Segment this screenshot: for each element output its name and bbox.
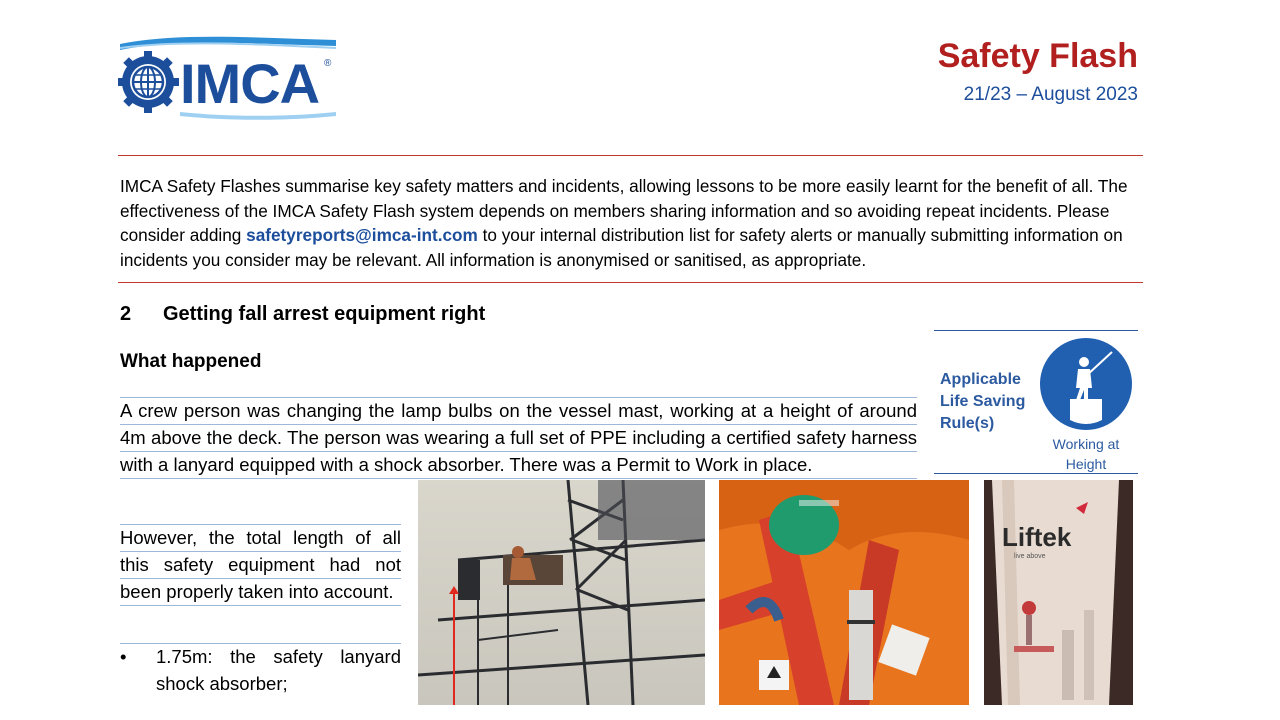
paragraph-incident bbox=[120, 397, 917, 478]
liftek-brand-text: Liftek bbox=[1002, 522, 1072, 552]
paragraph-incident-text: A crew person was changing the lamp bulbs on the vessel mast, working at a height of around 4m above the deck. The person was wearing a full set of PPE including a certified safety harness with a lanyard equipped with a shock absorber. There was a Permit to Work in place. bbox=[120, 400, 917, 475]
bullet-item: 1.75m: the safety lanyard shock absorber; bbox=[156, 646, 401, 694]
intro-text-1: IMCA Safety Flashes summarise key safety matters and incidents, allowing lessons to be more easily learnt for the benefit of all. The effectiveness of the IMCA Safety Flash system depends on members sharing information and so avoiding repeat incidents. Please consider adding bbox=[120, 176, 1128, 245]
harness-photo-graphic bbox=[719, 480, 969, 705]
photo-mast bbox=[418, 480, 705, 705]
intro-paragraph bbox=[120, 174, 1145, 272]
intro-text-2: to your internal distribution list for safety alerts or manually submitting information on incidents you consider may be relevant. All information is anonymised or sanitised, as appropriate. bbox=[120, 225, 1123, 270]
text-guide-line bbox=[120, 578, 401, 579]
text-guide-line bbox=[120, 605, 401, 606]
section-title: Getting fall arrest equipment right bbox=[163, 303, 486, 325]
text-guide-line bbox=[120, 451, 917, 452]
divider-bottom bbox=[118, 282, 1143, 283]
mast-photo-graphic bbox=[418, 480, 705, 705]
issue-date: 21/23 – August 2023 bbox=[963, 84, 1138, 105]
text-guide-line bbox=[120, 397, 917, 398]
lsr-caption: Working at Height bbox=[1052, 436, 1120, 472]
lsr-label-line: Life Saving bbox=[940, 393, 1026, 410]
lsr-label-line: Applicable bbox=[940, 371, 1021, 388]
life-saving-rule-box bbox=[934, 330, 1138, 474]
working-at-height-icon bbox=[1040, 338, 1132, 430]
paragraph-equipment-length-text: However, the total length of all this safety equipment had not been properly taken into account. bbox=[120, 527, 401, 602]
liftek-tagline-text: live above bbox=[1014, 553, 1046, 560]
subheading-what-happened: What happened bbox=[120, 351, 262, 372]
imca-logo bbox=[118, 34, 340, 120]
text-guide-line bbox=[120, 424, 917, 425]
section-number: 2 bbox=[120, 303, 132, 325]
registered-mark: ® bbox=[324, 58, 332, 69]
text-guide-line bbox=[120, 478, 917, 479]
photo-liftek-label bbox=[984, 480, 1133, 705]
bullet-marker: • bbox=[120, 646, 127, 667]
photo-harness bbox=[719, 480, 969, 705]
section-heading bbox=[120, 303, 485, 326]
document-title: Safety Flash bbox=[937, 37, 1138, 75]
text-guide-line bbox=[120, 524, 401, 525]
text-guide-line bbox=[120, 551, 401, 552]
liftek-photo-graphic bbox=[984, 480, 1133, 705]
logo-text: IMCA bbox=[180, 52, 320, 115]
lsr-label-line: Rule(s) bbox=[940, 415, 995, 432]
paragraph-equipment-length bbox=[120, 524, 401, 605]
divider-top bbox=[118, 155, 1143, 156]
lsr-label bbox=[940, 369, 1025, 435]
email-link[interactable]: safetyreports@imca-int.com bbox=[246, 225, 478, 245]
